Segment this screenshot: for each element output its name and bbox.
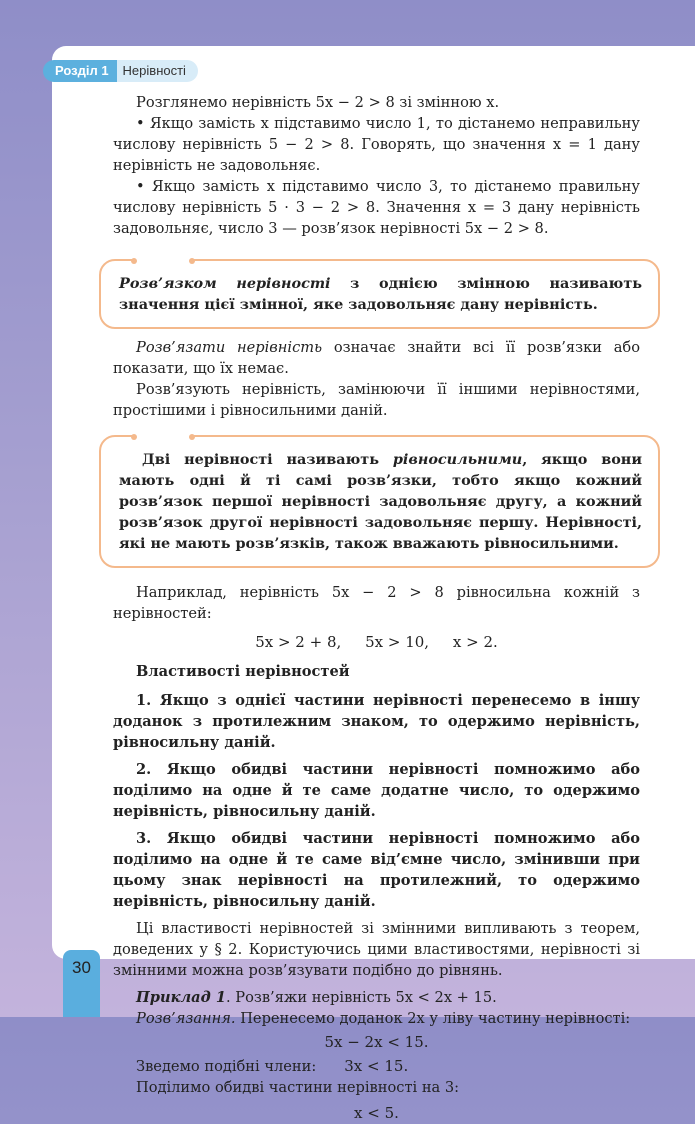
properties-title: Властивості нерівностей bbox=[136, 663, 350, 680]
solution-label: Розв’язання. bbox=[136, 1010, 236, 1027]
example-statement bbox=[113, 987, 640, 1008]
solution-step-2 bbox=[113, 1056, 640, 1077]
box-dot-left bbox=[131, 434, 137, 440]
property-1: 1. Якщо з однієї частини нерівності перенесемо в іншу доданок з протилежним знаком, то одержимо нерівність, рівносильну даній. bbox=[113, 692, 640, 751]
definition-equivalent-after: , якщо вони мають одні й ті самі розв’язки, тобто якщо кожний розв’язок першої нерівності задовольняє другу, а кожний розв’язок другої нерівності задовольняє першу. Нерівності, які не мають розв’язків, також вважають рівносильними. bbox=[119, 451, 643, 552]
example-text: . Розв’яжи нерівність 5x < 2x + 15. bbox=[226, 989, 497, 1006]
box-dot-right bbox=[189, 258, 195, 264]
property-2: 2. Якщо обидві частини нерівності помножимо або поділимо на одне й те саме додатне число, то одержимо нерівність, рівносильну даній. bbox=[113, 761, 640, 820]
solve-rest: означає знайти всі її розв’язки або показати, що їх немає. bbox=[113, 339, 640, 377]
section-tab bbox=[43, 60, 198, 82]
box-gap bbox=[134, 431, 192, 441]
paragraph-case-3: • Якщо замість x підставимо число 3, то дістанемо правильну числову нерівність 5 · 3 − 2 > 8. Значення x = 3 дану нерівність задовольняє, число 3 — розв’язок нерівності 5x − 2 > 8. bbox=[113, 178, 640, 237]
solve-term: Розв’язати нерівність bbox=[136, 339, 323, 356]
box-dot-right bbox=[189, 434, 195, 440]
definition-equivalent-term: рівносильними bbox=[392, 451, 523, 468]
paragraph-case-1: • Якщо замість x підставимо число 1, то дістанемо неправильну числову нерівність 5 − 2 > 8. Говорять, що значення x = 1 дану нерівність не задовольняє. bbox=[113, 115, 640, 174]
box-dot-left bbox=[131, 258, 137, 264]
definition-solution-text bbox=[119, 273, 642, 315]
paragraph-replace: Розв’язують нерівність, замінюючи її іншими нерівностями, простішими і рівносильними даній. bbox=[113, 381, 640, 419]
section-label: Розділ 1 bbox=[43, 60, 117, 82]
box-gap bbox=[134, 255, 192, 265]
solution-step-1 bbox=[113, 1008, 640, 1029]
definition-solution-rest: з однією змінною називають значення цієї змінної, яке задовольняє дану нерівність. bbox=[119, 275, 643, 313]
page-content bbox=[113, 92, 643, 1124]
step-2-equation: 3x < 15. bbox=[344, 1057, 409, 1075]
definition-solution-term: Розв’язком нерівності bbox=[119, 275, 331, 292]
property-3: 3. Якщо обидві частини нерівності помножимо або поділимо на одне й те саме від’ємне число, змінивши при цьому знак нерівності на протилежний, то одержимо нерівність, рівносильну даній. bbox=[113, 830, 640, 910]
paragraph-solve-meaning bbox=[113, 337, 640, 379]
equation-chain: 5x > 2 + 8, 5x > 10, x > 2. bbox=[255, 633, 498, 651]
paragraph-properties-origin: Ці властивості нерівностей зі змінними випливають з теорем, доведених у § 2. Користуючись цими властивостями, нерівності зі змінними можна розв’язувати подібно до рівнянь. bbox=[113, 920, 640, 979]
section-title: Нерівності bbox=[117, 60, 198, 82]
paragraph-example-equivalent: Наприклад, нерівність 5x − 2 > 8 рівносильна кожній з нерівностей: bbox=[113, 584, 640, 622]
paragraph-intro: Розглянемо нерівність 5x − 2 > 8 зі змінною x. bbox=[136, 94, 500, 111]
equation-result: x < 5. bbox=[354, 1104, 399, 1122]
definition-box-solution bbox=[99, 259, 660, 329]
equation-step-1: 5x − 2x < 15. bbox=[324, 1033, 429, 1051]
definition-box-equivalent bbox=[99, 435, 660, 568]
solution-step-3: Поділимо обидві частини нерівності на 3: bbox=[136, 1079, 460, 1096]
definition-equivalent-before: Дві нерівності називають bbox=[142, 451, 393, 468]
solution-text: Перенесемо доданок 2x у ліву частину нерівності: bbox=[235, 1010, 631, 1027]
example-label: Приклад 1 bbox=[136, 989, 226, 1006]
page-number: 30 bbox=[63, 950, 100, 1017]
definition-equivalent-text bbox=[119, 449, 642, 554]
step-2-text: Зведемо подібні члени: bbox=[136, 1058, 317, 1075]
